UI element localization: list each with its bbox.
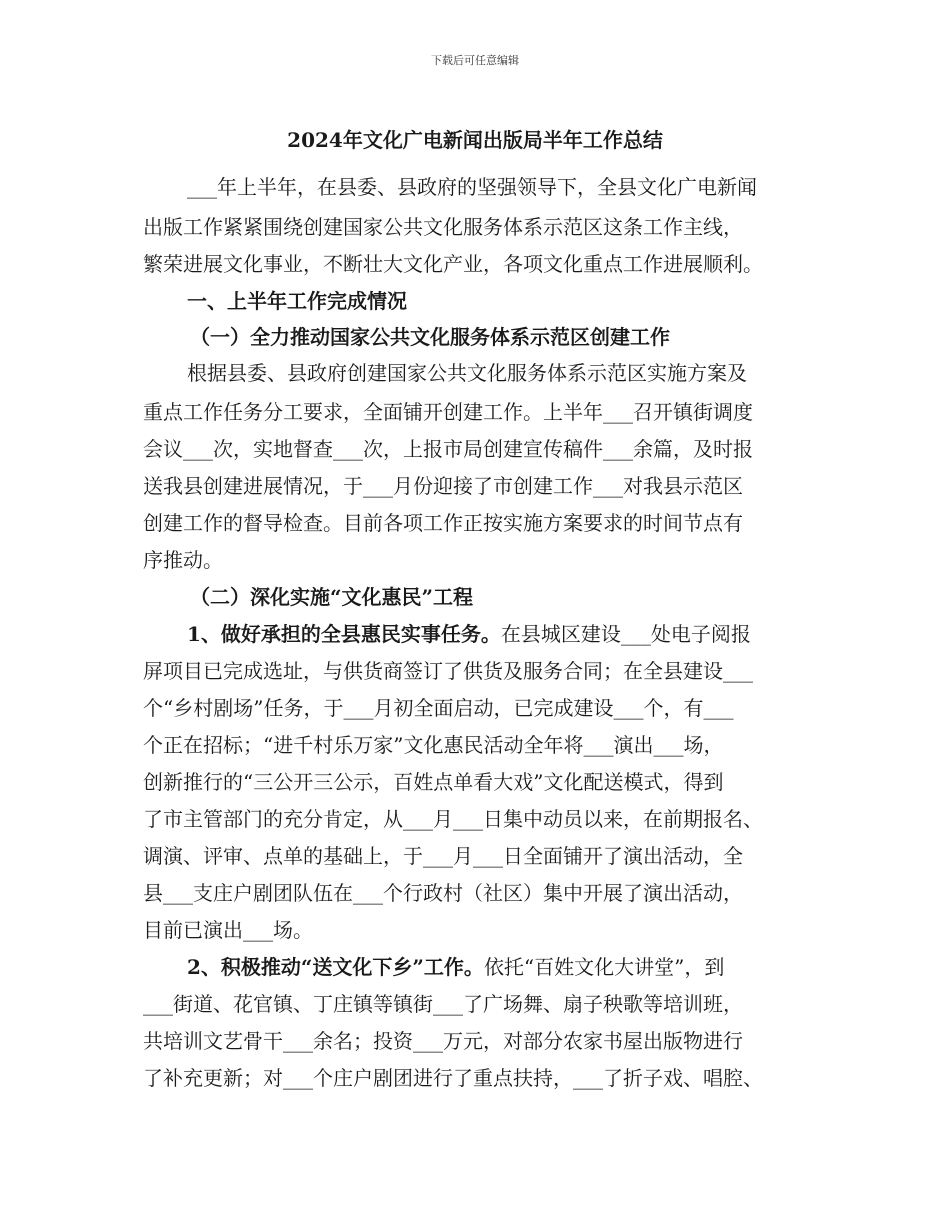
paragraph-line: 目前已演出___场。 [143,918,313,942]
paragraph-line: 序推动。 [143,548,223,572]
item-lead: 1、做好承担的全县惠民实事任务。 [187,622,501,646]
section-heading: 一、上半年工作完成情况 [187,289,407,313]
paragraph-line: 个“乡村剧场”任务，于___月初全面启动，已完成建设___个，有___ [143,696,734,720]
paragraph-line: 了补充更新；对___个庄户剧团进行了重点扶持，___了折子戏、唱腔、 [143,1066,763,1090]
document-title: 2024年文化广电新闻出版局半年工作总结 [287,128,663,152]
paragraph-line: 根据县委、县政府创建国家公共文化服务体系示范区实施方案及 [187,361,747,385]
item-text: 依托“百姓文化大讲堂”，到 [483,955,725,979]
paragraph-line: 个正在招标；“进千村乐万家”文化惠民活动全年将___演出___场， [143,733,724,757]
paragraph-line: 创建工作的督导检查。目前各项工作正按实施方案要求的时间节点有 [143,511,743,535]
paragraph-line: 创新推行的“三公开三公示，百姓点单看大戏”文化配送模式，得到 [143,770,724,794]
paragraph-line: 屏项目已完成选址，与供货商签订了供货及服务合同；在全县建设___ [143,659,753,683]
page-header: 下载后可任意编辑 [431,54,519,67]
subsection-heading: （二）深化实施“文化惠民”工程 [190,585,474,609]
paragraph-line [187,619,751,649]
paragraph-line: 重点工作任务分工要求，全面铺开创建工作。上半年___召开镇街调度 [143,400,753,424]
paragraph-line: 了市主管部门的充分肯定，从___月___日集中动员以来，在前期报名、 [143,807,763,831]
paragraph-line: 共培训文艺骨干___余名；投资___万元，对部分农家书屋出版物进行 [143,1029,743,1053]
paragraph-line: ___街道、花官镇、丁庄镇等镇街___了广场舞、扇子秧歌等培训班， [143,992,743,1016]
item-lead: 2、积极推动“送文化下乡”工作。 [187,955,484,979]
paragraph-line: 调演、评审、点单的基础上，于___月___日全面铺开了演出活动，全 [143,844,743,868]
item-text: 在县城区建设___处电子阅报 [500,622,751,646]
subsection-heading: （一）全力推动国家公共文化服务体系示范区创建工作 [190,325,670,349]
paragraph-line: 县___支庄户剧团队伍在___个行政村（社区）集中开展了演出活动， [143,881,743,905]
paragraph-line: ___年上半年，在县委、县政府的坚强领导下，全县文化广电新闻 [187,175,757,199]
paragraph-line: 出版工作紧紧围绕创建国家公共文化服务体系示范区这条工作主线， [143,215,743,239]
paragraph-line: 繁荣进展文化事业，不断壮大文化产业，各项文化重点工作进展顺利。 [143,252,763,276]
paragraph-line: 送我县创建进展情况，于___月份迎接了市创建工作___对我县示范区 [143,474,743,498]
paragraph-line: 会议___次，实地督查___次，上报市局创建宣传稿件___余篇，及时报 [143,437,753,461]
paragraph-line [187,952,724,982]
